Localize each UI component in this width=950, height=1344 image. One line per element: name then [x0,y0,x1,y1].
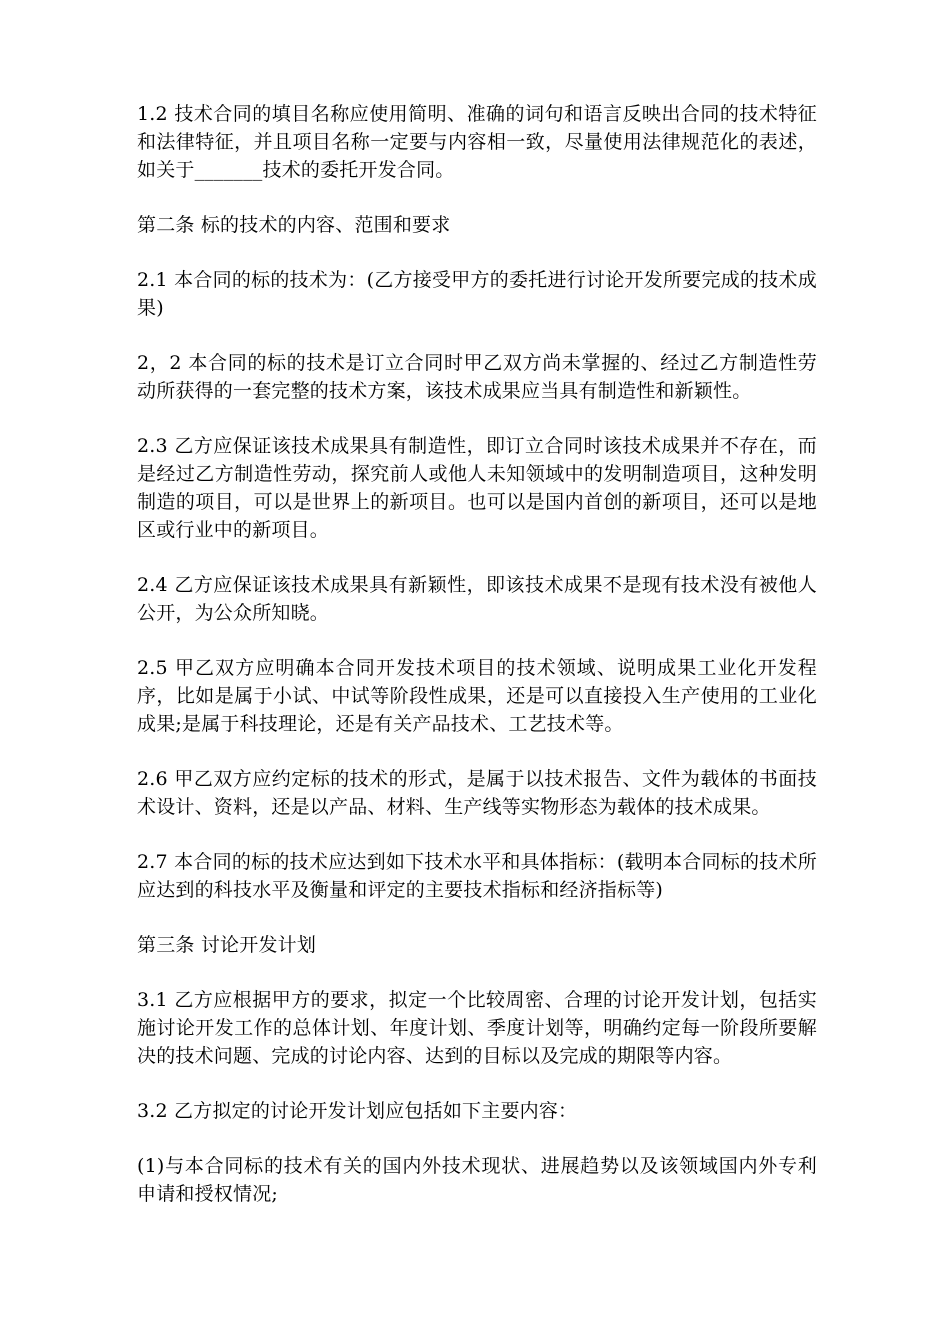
clause-2-7: 2.7 本合同的标的技术应达到如下技术水平和具体指标：(载明本合同标的技术所应达到的科技水平及衡量和评定的主要技术指标和经济指标等) [137,851,817,901]
clause-2-3: 2.3 乙方应保证该技术成果具有制造性，即订立合同时该技术成果并不存在，而是经过乙方制造性劳动，探究前人或他人未知领域中的发明制造项目，这种发明制造的项目，可以是世界上的新项目。也可以是国内首创的新项目，还可以是地区或行业中的新项目。 [137,435,817,541]
clause-1-2: 1.2 技术合同的填目名称应使用简明、准确的词句和语言反映出合同的技术特征和法律特征，并且项目名称一定要与内容相一致，尽量使用法律规范化的表述，如关于_______技术的委托开发合同。 [137,103,817,181]
article-3-heading: 第三条 讨论开发计划 [137,934,317,956]
clause-3-2-item-1: (1)与本合同标的技术有关的国内外技术现状、进展趋势以及该领域国内外专利申请和授权情况; [137,1155,817,1205]
clause-2-2: 2，2 本合同的标的技术是订立合同时甲乙双方尚未掌握的、经过乙方制造性劳动所获得的一套完整的技术方案，该技术成果应当具有制造性和新颖性。 [137,352,817,402]
document-page [137,100,817,1235]
clause-2-5: 2.5 甲乙双方应明确本合同开发技术项目的技术领域、说明成果工业化开发程序，比如是属于小试、中试等阶段性成果，还是可以直接投入生产使用的工业化成果;是属于科技理论，还是有关产品技术、工艺技术等。 [137,657,817,735]
clause-2-1: 2.1 本合同的标的技术为：(乙方接受甲方的委托进行讨论开发所要完成的技术成果) [137,269,817,319]
article-2-heading: 第二条 标的技术的内容、范围和要求 [137,214,451,236]
clause-3-1: 3.1 乙方应根据甲方的要求，拟定一个比较周密、合理的讨论开发计划，包括实施讨论开发工作的总体计划、年度计划、季度计划等，明确约定每一阶段所要解决的技术问题、完成的讨论内容、达到的目标以及完成的期限等内容。 [137,989,817,1067]
clause-2-6: 2.6 甲乙双方应约定标的技术的形式，是属于以技术报告、文件为载体的书面技术设计、资料，还是以产品、材料、生产线等实物形态为载体的技术成果。 [137,768,817,818]
clause-3-2: 3.2 乙方拟定的讨论开发计划应包括如下主要内容： [137,1100,578,1122]
clause-2-4: 2.4 乙方应保证该技术成果具有新颖性，即该技术成果不是现有技术没有被他人公开，为公众所知晓。 [137,574,817,624]
